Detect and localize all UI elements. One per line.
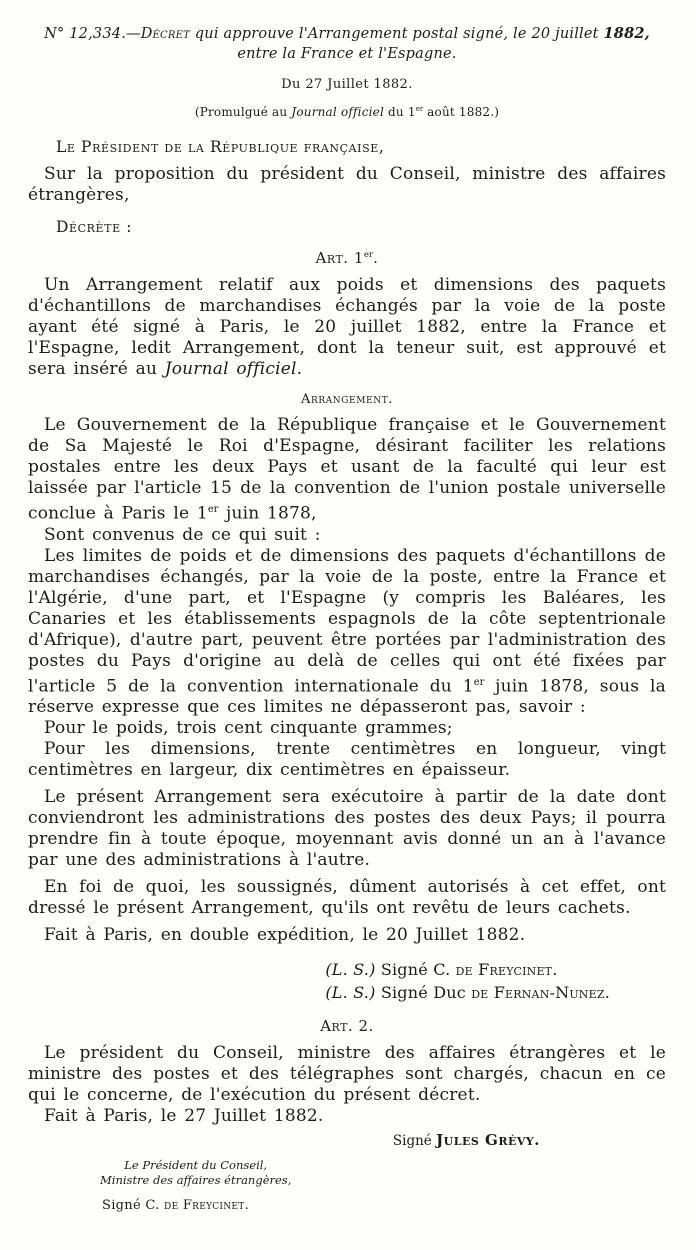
superscript-er: er	[473, 676, 485, 688]
journal-officiel-ref: Journal officiel	[164, 359, 297, 379]
promulgation-part1: (Promulgué au	[194, 105, 292, 119]
signatory-name: de Fernan-Nunez.	[471, 983, 610, 1003]
locus-sigilli: (L. S.)	[325, 960, 376, 980]
title-line2: entre la France et l'Espagne.	[237, 46, 457, 62]
journal-officiel-ref: Journal officiel	[291, 105, 385, 119]
fait-paris-2-paragraph: Fait à Paris, le 27 Juillet 1882.	[44, 1106, 324, 1127]
date-line: Du 27 Juillet 1882.	[281, 77, 413, 92]
executoire-paragraph: Le présent Arrangement sera exécutoire à partir de la date dont conviendront les administrations des postes des deux Pays; il pourra prendre fin à toute époque, moyennant avis donné un an à l'avance par une des administrations à l'autre.	[28, 787, 666, 871]
document-title	[28, 24, 666, 64]
article-1-text-end: .	[296, 359, 303, 379]
signatory-name: Jules Grévy.	[436, 1131, 540, 1150]
article-1-paragraph	[28, 275, 666, 380]
decret-word: Décret	[140, 26, 190, 42]
poids-paragraph: Pour le poids, trois cent cinquante grammes;	[44, 718, 453, 739]
gouvernement-text: Le Gouvernement de la République française et le Gouvernement de Sa Majesté le Roi d'Espagne, désirant faciliter les relations postales entre les deux Pays et usant de la faculté qui leur est laissée par l'article 15 de la convention de l'union postale universelle conclue à Paris le 1	[28, 415, 666, 524]
limites-text-end: juin 1878, sous la réserve expresse que ces limites ne dépasseront pas, savoir :	[28, 676, 666, 718]
article-1-heading	[28, 249, 666, 267]
superscript-er: er	[363, 250, 374, 260]
grevy-signature	[28, 1131, 666, 1149]
article-2-paragraph: Le président du Conseil, ministre des affaires étrangères et le ministre des postes et des télégraphes sont chargés, chacun en ce qui le concerne, de l'exécution du présent décret.	[28, 1043, 666, 1106]
president-salutation: Le Président de la République française,	[56, 138, 385, 156]
signatory-name: de Freycinet.	[455, 960, 558, 980]
foi-paragraph: En foi de quoi, les soussignés, dûment autorisés à cet effet, ont dressé le présent Arrangement, qu'ils ont revêtu de leurs cachets.	[28, 877, 666, 919]
promulgation-part3: août 1882.)	[423, 105, 500, 119]
role-line-1: Le Président du Conseil,	[124, 1158, 268, 1173]
gouvernement-paragraph	[28, 415, 666, 525]
decrete-heading: Décrète :	[56, 218, 133, 236]
signature-label: Signé	[392, 1133, 437, 1150]
signature-label: Signé C.	[102, 1198, 165, 1214]
title-rest: qui approuve l'Arrangement postal signé, le 20 juillet	[189, 26, 604, 42]
decree-number: N° 12,334.—	[44, 26, 141, 42]
role-line-2: Ministre des affaires étrangères,	[100, 1173, 292, 1188]
article-1-suffix: .	[373, 249, 379, 267]
article-1-label: Art. 1	[315, 249, 364, 267]
article-2-label: Art. 2.	[320, 1017, 374, 1036]
countersignature	[102, 1198, 666, 1213]
fait-paris-1-paragraph: Fait à Paris, en double expédition, le 20 Juillet 1882.	[44, 925, 526, 946]
superscript-er: er	[415, 105, 424, 113]
proposition-paragraph: Sur la proposition du président du Conseil, ministre des affaires étrangères,	[28, 164, 666, 205]
signature-freycinet	[325, 958, 610, 981]
arrangement-heading: Arrangement.	[300, 392, 394, 407]
signature-fernan-nunez	[325, 981, 610, 1004]
promulgation-part2: du 1	[384, 105, 416, 119]
limites-paragraph	[28, 546, 666, 719]
signature-label: Signé C.	[375, 960, 456, 980]
article-2-heading	[28, 1017, 666, 1035]
signature-label: Signé Duc	[375, 983, 472, 1003]
convenus-paragraph: Sont convenus de ce qui suit :	[44, 524, 321, 545]
article-1-text: Un Arrangement relatif aux poids et dimensions des paquets d'échantillons de marchandises échangés par la voie de la poste ayant été signé à Paris, le 20 juillet 1882, entre la France et l'Espagne, ledit Arrangement, dont la teneur suit, est approuvé et sera inséré au	[28, 275, 666, 379]
limites-text: Les limites de poids et de dimensions des paquets d'échantillons de marchandises échangés, par la voie de la poste, entre la France et l'Algérie, d'une part, et l'Espagne (y compris les Baléares, les Canaries et les établissements espagnols de la côte septentrionale d'Afrique), d'autre part, peuvent être portées par l'administration des postes du Pays d'origine au delà de celles qui ont été fixées par l'article 5 de la convention internationale du 1	[28, 545, 666, 697]
gouvernement-text-end: juin 1878,	[218, 503, 317, 524]
countersignature-roles	[100, 1158, 291, 1188]
signatory-name: de Freycinet.	[164, 1198, 250, 1214]
signature-block	[325, 958, 610, 1004]
superscript-er: er	[207, 504, 219, 515]
title-year: 1882,	[603, 25, 650, 42]
locus-sigilli: (L. S.)	[325, 983, 376, 1003]
dimensions-paragraph: Pour les dimensions, trente centimètres en longueur, vingt centimètres en largeur, dix centimètres en épaisseur.	[28, 739, 666, 781]
promulgation-line	[28, 105, 666, 119]
